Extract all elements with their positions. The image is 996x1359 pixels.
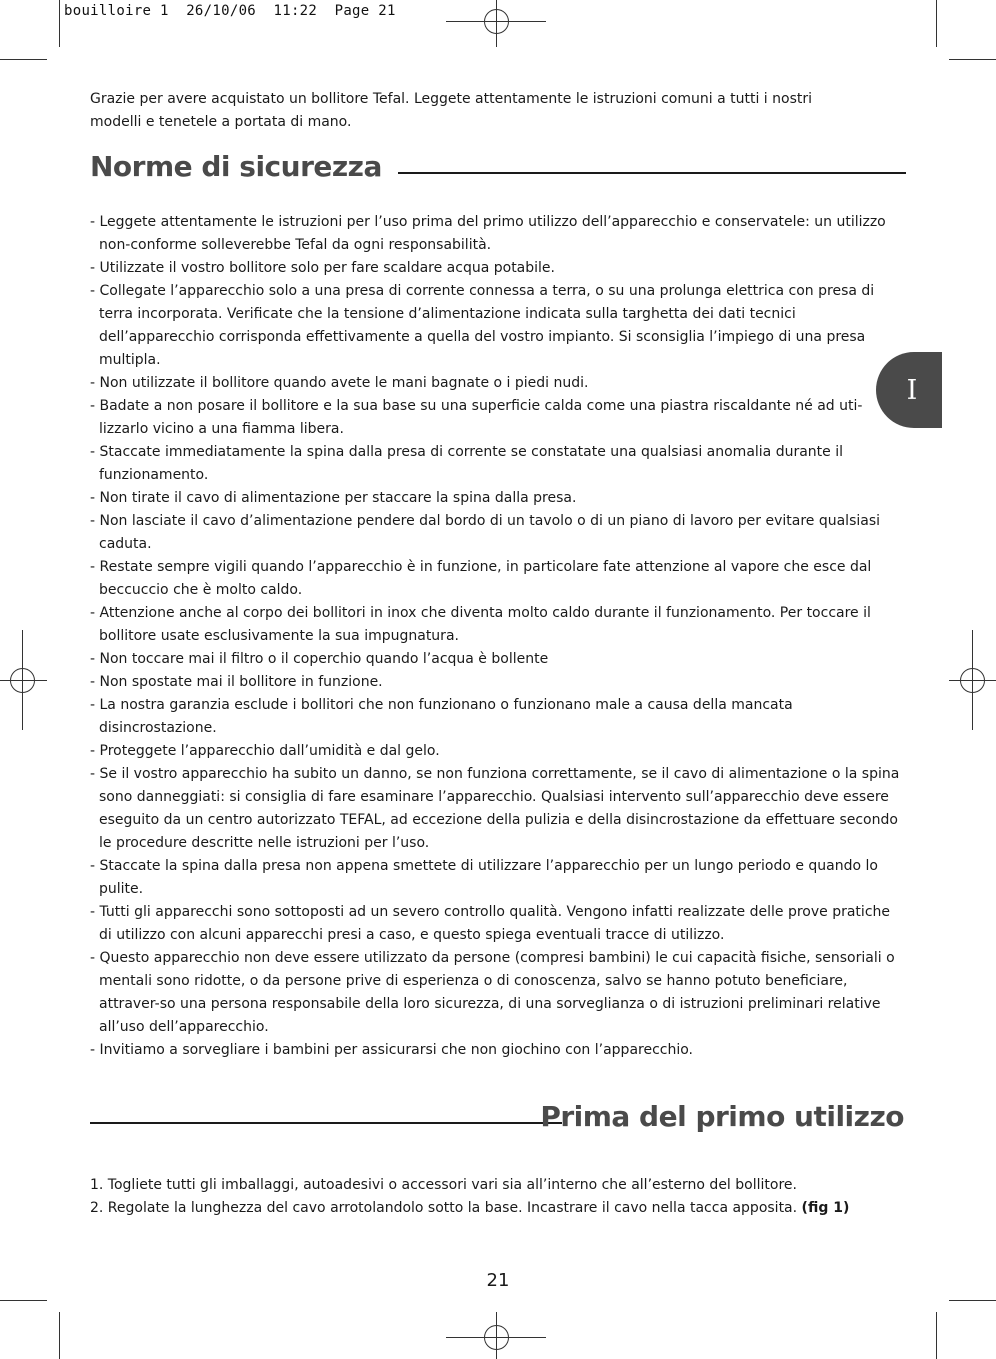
intro-paragraph: Grazie per avere acquistato un bollitore Tefal. Leggete attentamente le istruzioni comuni a tutti i nostri modelli e tenetele a portata di mano. (90, 91, 813, 130)
safety-item: - Proteggete l’apparecchio dall’umidità e dal gelo. (90, 743, 440, 759)
safety-item: - Restate sempre vigili quando l’apparecchio è in funzione, in particolare fate attenzione al vapore che esce dal beccuccio che è molto caldo. (90, 559, 872, 598)
safety-item: - Non spostate mai il bollitore in funzione. (90, 674, 383, 690)
step-item: 1. Togliete tutti gli imballaggi, autoadesivi o accessori vari sia all’interno che all’esterno del bollitore. (90, 1177, 797, 1193)
crop-mark (949, 59, 996, 60)
safety-item: - Leggete attentamente le istruzioni per l’uso prima del primo utilizzo dell’apparecchio e conservatele: un utilizzo non-conforme solleverebbe Tefal da ogni responsabilità. (90, 214, 886, 253)
safety-item: - Staccate la spina dalla presa non appena smettete di utilizzare l’apparecchio per un lungo periodo e quando lo pulite. (90, 858, 878, 897)
crop-mark (936, 1312, 937, 1359)
safety-item: - Non tirate il cavo di alimentazione per staccare la spina dalla presa. (90, 490, 577, 506)
step-item (90, 1197, 906, 1220)
safety-item: - Badate a non posare il bollitore e la sua base su una superficie calda come una piastra riscaldante né ad uti-lizzarlo vicino a una fiamma libera. (90, 398, 863, 437)
crop-mark (59, 0, 60, 47)
safety-item: - Se il vostro apparecchio ha subito un danno, se non funziona correttamente, se il cavo di alimentazione o la spina sono danneggiati: si consiglia di fare esaminare l’apparecchio. Qualsiasi intervento sull’apparecchio deve essere eseguito da un centro autorizzato TEFAL, ad eccezione della pulizia e della disincrostazione da effettuare secondo le procedure descritte nelle istruzioni per l’uso. (90, 766, 900, 851)
crop-mark (0, 1300, 47, 1301)
safety-item: - Non toccare mai il filtro o il coperchio quando l’acqua è bollente (90, 651, 549, 667)
language-tab-label: I (906, 374, 918, 406)
crop-mark (936, 0, 937, 47)
registration-circle (960, 668, 985, 693)
safety-item: - Collegate l’apparecchio solo a una presa di corrente connessa a terra, o su una prolunga elettrica con presa di terra incorporata. Verificate che la tensione d’alimentazione indicata sulla targhetta dei dati tecnici dell’apparecchio corrisponda effettivamente a quella del vostro impianto. Si sconsiglia l’impiego di una presa multipla. (90, 283, 875, 368)
page-number: 21 (486, 1270, 510, 1291)
safety-item: - Tutti gli apparecchi sono sottoposti ad un severo controllo qualità. Vengono infatti realizzate delle prove pratiche di utilizzo con alcuni apparecchi presi a caso, e questo spiega eventuali tracce di utilizzo. (90, 904, 890, 943)
section-title-safety: Norme di sicurezza (90, 150, 382, 183)
safety-item: - Staccate immediatamente la spina dalla presa di corrente se constatate una qualsiasi anomalia durante il funzionamento. (90, 444, 844, 483)
step-text: 2. Regolate la lunghezza del cavo arrotolandolo sotto la base. Incastrare il cavo nella tacca apposita. (90, 1200, 798, 1216)
heading-rule (90, 1122, 562, 1124)
crop-mark (949, 1300, 996, 1301)
registration-circle (484, 9, 509, 34)
heading-rule (398, 172, 906, 174)
safety-list (90, 211, 906, 1062)
figure-reference: (fig 1) (801, 1200, 850, 1216)
registration-circle (484, 1325, 509, 1350)
registration-circle (10, 668, 35, 693)
crop-mark (0, 59, 47, 60)
safety-item: - Attenzione anche al corpo dei bollitori in inox che diventa molto caldo durante il funzionamento. Per toccare il bollitore usate esclusivamente la sua impugnatura. (90, 605, 871, 644)
crop-mark (59, 1312, 60, 1359)
safety-item: - Non lasciate il cavo d’alimentazione pendere dal bordo di un tavolo o di un piano di lavoro per evitare qualsiasi caduta. (90, 513, 881, 552)
safety-item: - Non utilizzate il bollitore quando avete le mani bagnate o i piedi nudi. (90, 375, 589, 391)
safety-item: - Utilizzate il vostro bollitore solo per fare scaldare acqua potabile. (90, 260, 555, 276)
first-use-steps (90, 1174, 906, 1220)
safety-item: - La nostra garanzia esclude i bollitori che non funzionano o funzionano male a causa della mancata disincrostazione. (90, 697, 793, 736)
section-title-first-use: Prima del primo utilizzo (540, 1100, 904, 1133)
print-slug: bouilloire 1 26/10/06 11:22 Page 21 (64, 3, 396, 19)
safety-item: - Invitiamo a sorvegliare i bambini per assicurarsi che non giochino con l’apparecchio. (90, 1042, 694, 1058)
safety-item: - Questo apparecchio non deve essere utilizzato da persone (compresi bambini) le cui capacità fisiche, sensoriali o mentali sono ridotte, o da persone prive di esperienza o di conoscenza, salvo se hanno potuto beneficiare, attraver-so una persona responsabile della loro sicurezza, di una sorveglianza o di istruzioni preliminari relative all’uso dell’apparecchio. (90, 950, 895, 1035)
